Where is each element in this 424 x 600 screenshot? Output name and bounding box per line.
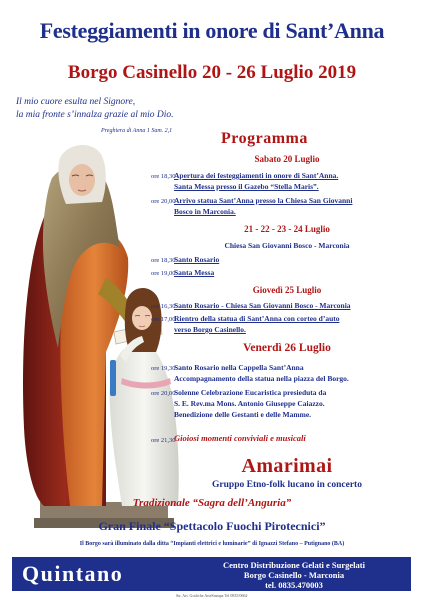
event-line: verso Borgo Casinello.	[174, 325, 246, 334]
event-text	[174, 267, 214, 278]
sponsor-banner	[12, 557, 411, 591]
poster-title: Festeggiamenti in onore di Sant’Anna	[39, 18, 385, 43]
event-line: Bosco in Marconia.	[174, 207, 236, 216]
band-name: Amarimai	[241, 455, 333, 477]
event-text	[174, 300, 351, 311]
sponsor-line-1: Centro Distribuzione Gelati e Surgelati	[223, 560, 365, 570]
event-text	[174, 254, 219, 265]
event-line: Gioiosi momenti conviviali e musicali	[174, 433, 306, 443]
day-venerdi: Venerdì 26 Luglio	[243, 342, 331, 354]
event-line: Arrivo statua Sant’Anna presso la Chiesa San Giovanni	[174, 196, 353, 205]
event-time: ore 18,30	[151, 173, 176, 180]
event-text	[174, 433, 306, 444]
event-line: Solenne Celebrazione Eucaristica presieduta da	[174, 388, 327, 397]
location-chiesa: Chiesa San Giovanni Bosco - Marconia	[224, 241, 350, 250]
event-time: ore 16,30	[151, 303, 176, 310]
tradition-line: Tradizionale “Sagra dell’Anguria”	[132, 497, 292, 509]
event-text	[174, 170, 338, 192]
event-text	[174, 362, 349, 384]
event-time: ore 20,00	[151, 390, 176, 397]
printer-credit: Str. Art. Grafiche ArteStampa Tel 0835/0662	[176, 593, 248, 598]
event-line: Rientro della statua di Sant’Anna con corteo d’auto	[174, 314, 340, 323]
event-line: Santo Rosario - Chiesa San Giovanni Bosco - Marconia	[174, 301, 351, 310]
poster-subtitle: Borgo Casinello 20 - 26 Luglio 2019	[67, 62, 357, 83]
event-time: ore 21,30	[151, 437, 176, 444]
event-time: ore 17,00	[151, 316, 176, 323]
event-time: ore 19,00	[151, 270, 176, 277]
event-time: ore 20,00	[151, 198, 176, 205]
quote-source: Preghiera di Anna 1 Sam. 2,1	[101, 128, 173, 134]
sponsor-line-3: tel. 0835.470003	[265, 580, 323, 590]
bible-quote	[16, 96, 173, 122]
day-giovedi: Giovedì 25 Luglio	[252, 285, 322, 295]
sponsor-line-2: Borgo Casinello - Marconia	[243, 570, 345, 580]
program-title: Programma	[221, 130, 308, 147]
event-time: ore 18,30	[151, 257, 176, 264]
event-line: Santa Messa presso il Gazebo “Stella Maris”.	[174, 182, 319, 191]
sponsor-brand: Quintano	[22, 561, 124, 586]
quote-line-1: Il mio cuore esulta nel Signore,	[16, 97, 136, 107]
quote-line-2: la mia fronte s’innalza grazie al mio Dio.	[16, 110, 174, 120]
event-line: Santo Rosario	[174, 255, 220, 264]
event-line: Apertura dei festeggiamenti in onore di Sant’Anna.	[174, 171, 339, 180]
event-line: Benedizione delle Gestanti e delle Mamme.	[174, 410, 312, 419]
event-text	[174, 387, 326, 420]
day-sabato: Sabato 20 Luglio	[254, 154, 320, 164]
event-line: Santa Messa	[174, 268, 215, 277]
event-line: Santo Rosario nella Cappella Sant’Anna	[174, 363, 304, 372]
event-text	[174, 195, 352, 217]
event-line: S. E. Rev.ma Mons. Antonio Giuseppe Caiazzo.	[174, 399, 325, 408]
event-time: ore 19,30	[151, 365, 176, 372]
day-21-24: 21 - 22 - 23 - 24 Luglio	[244, 224, 330, 234]
illumination-credit: Il Borgo sarà illuminato dalla ditta “Impianti elettrici e luminarie” di Ignazzi Stefano – Putignano (BA)	[79, 541, 345, 547]
band-description: Gruppo Etno-folk lucano in concerto	[212, 480, 362, 490]
event-text	[174, 313, 340, 335]
finale-line: Gran Finale “Spettacolo Fuochi Pirotecnici”	[98, 519, 326, 533]
event-line: Accompagnamento della statua nella piazza del Borgo.	[174, 374, 349, 383]
